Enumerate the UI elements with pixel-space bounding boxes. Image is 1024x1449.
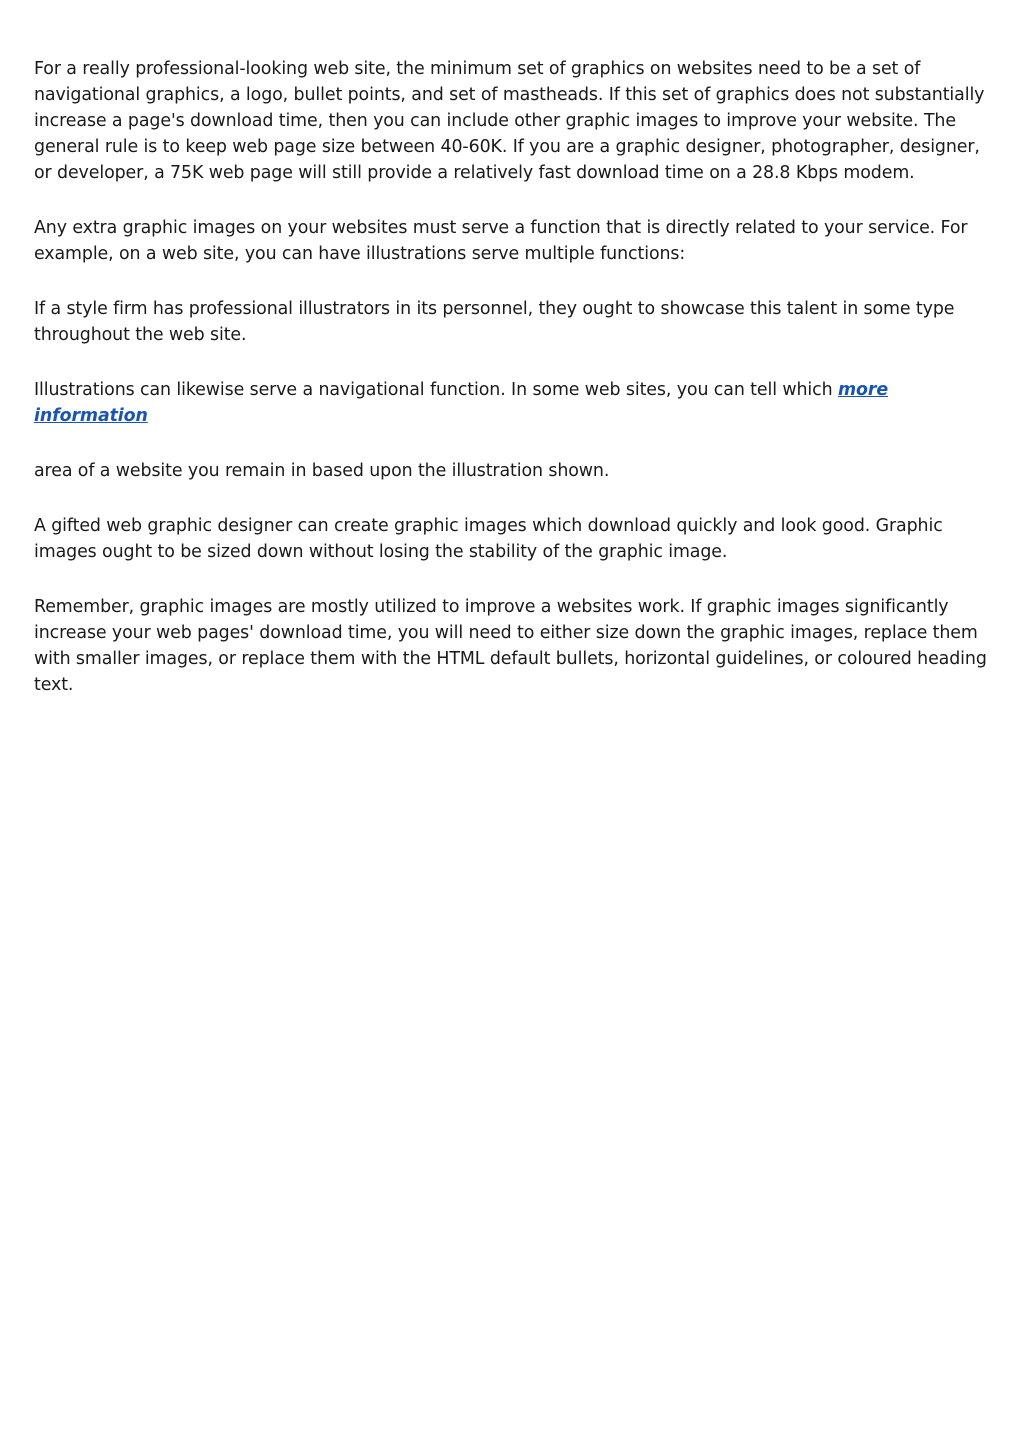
paragraph-navigational-function	[34, 377, 996, 429]
paragraph-extra-graphics: Any extra graphic images on your websites must serve a function that is directly related to your service. For example, on a web site, you can have illustrations serve multiple functions:	[34, 218, 968, 264]
document-body	[34, 56, 996, 727]
paragraph-style-firm: If a style firm has professional illustrators in its personnel, they ought to showcase this talent in some type throughout the web site.	[34, 299, 955, 345]
paragraph-area-of-website: area of a website you remain in based upon the illustration shown.	[34, 461, 610, 481]
paragraph-navigational-text: Illustrations can likewise serve a navigational function. In some web sites, you can tell which	[34, 380, 833, 400]
paragraph-gifted-designer: A gifted web graphic designer can create graphic images which download quickly and look good. Graphic images ought to be sized down without losing the stability of the graphic image.	[34, 516, 943, 562]
paragraph-graphics-minimum: For a really professional-looking web site, the minimum set of graphics on websites need to be a set of navigational graphics, a logo, bullet points, and set of mastheads. If this set of graphics does not substantially increase a page's download time, then you can include other graphic images to improve your website. The general rule is to keep web page size between 40-60K. If you are a graphic designer, photographer, designer, or developer, a 75K web page will still provide a relatively fast download time on a 28.8 Kbps modem.	[34, 59, 985, 183]
more-information-link[interactable]: more information	[34, 380, 889, 426]
paragraph-remember: Remember, graphic images are mostly utilized to improve a websites work. If graphic images significantly increase your web pages' download time, you will need to either size down the graphic images, replace them with smaller images, or replace them with the HTML default bullets, horizontal guidelines, or coloured heading text.	[34, 597, 987, 695]
